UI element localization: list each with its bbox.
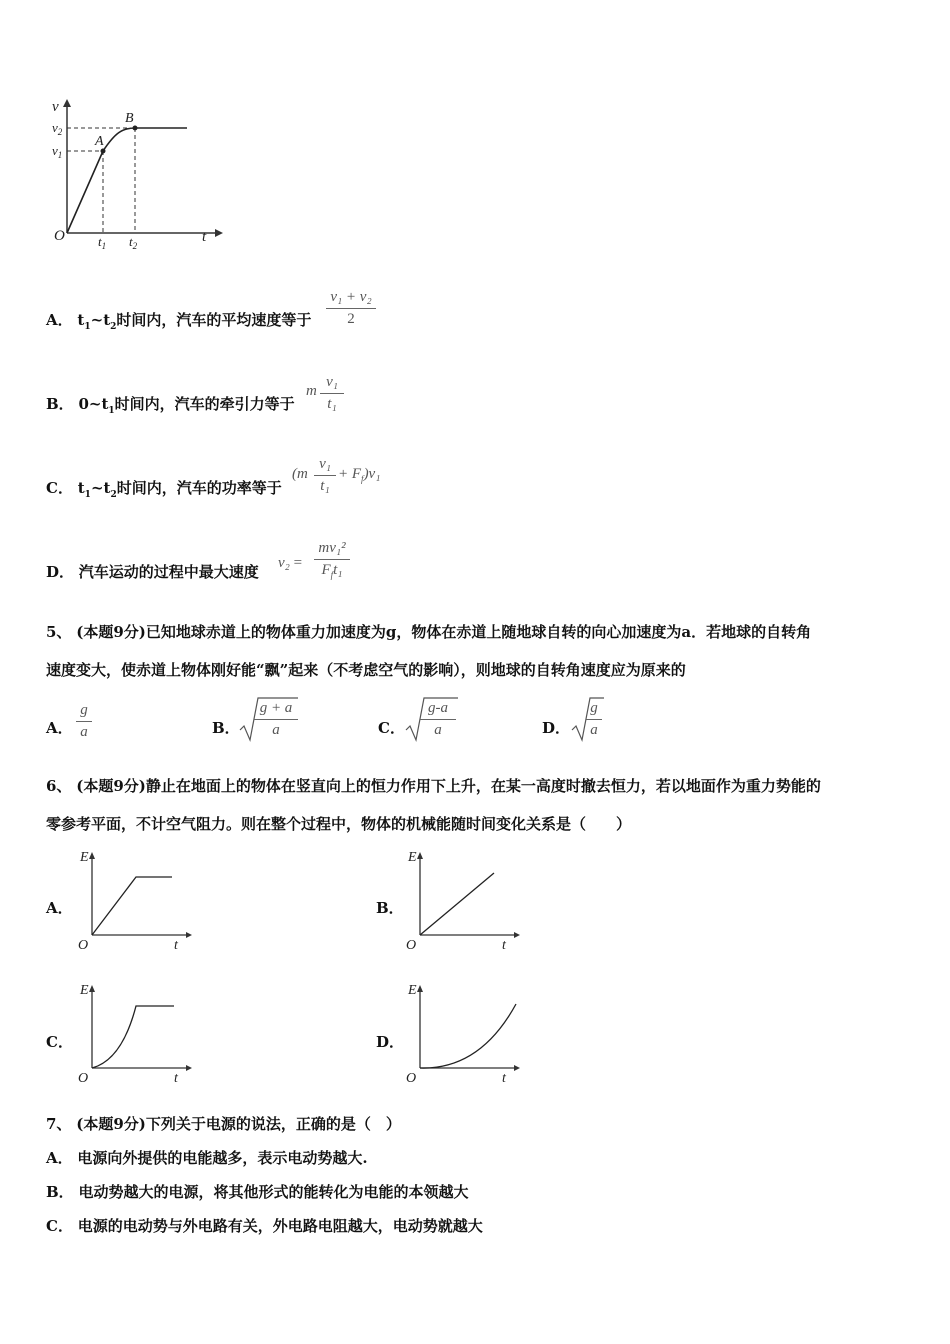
q5-line2: 速度变大，使赤道上物体刚好能“飘”起来（不考虑空气的影响），则地球的自转角速度应为原来的 <box>46 661 686 679</box>
q7-option-b: B． 电动势越大的电源，将其他形式的能转化为电能的本领越大 <box>46 1183 469 1201</box>
q6-graph-b <box>404 845 524 953</box>
option-4a: A． $t_1\sim t_2$时间内，汽车的平均速度等于 <box>46 311 312 332</box>
svg-text:O: O <box>78 1071 89 1086</box>
q5-line1: 5、 (本题9分)已知地球赤道上的物体重力加速度为g，物体在赤道上随地球自转的向心加速度为a．若地球的自转角 <box>46 623 812 641</box>
formula-4c-lp: (m <box>292 466 308 482</box>
svg-text:t: t <box>174 1071 178 1086</box>
q6-option-a-letter: A． <box>46 899 73 917</box>
formula-4d: mv₁² $F_ft_1$ <box>314 540 350 584</box>
vt-t1-label: $t_1$ <box>98 234 107 251</box>
q5-option-d-letter: D． <box>542 719 571 737</box>
svg-text:E: E <box>80 850 89 865</box>
q6-option-b-letter: B． <box>376 899 404 917</box>
q6-graph-c <box>76 978 196 1086</box>
q5-option-d-formula: g a <box>586 700 602 739</box>
svg-text:O: O <box>406 938 417 953</box>
svg-text:E: E <box>80 983 89 998</box>
formula-4c: v₁ t₁ <box>314 456 336 495</box>
q6-line2: 零参考平面，不计空气阻力。则在整个过程中，物体的机械能随时间变化关系是（ ） <box>46 815 632 833</box>
vt-graph <box>40 95 230 255</box>
q6-option-d-letter: D． <box>376 1033 405 1051</box>
q7-option-c: C． 电源的电动势与外电路有关，外电路电阻越大，电动势就越大 <box>46 1217 483 1235</box>
svg-text:t: t <box>502 938 506 953</box>
vt-point-b: B <box>125 111 134 126</box>
vt-y-label: v <box>52 99 59 115</box>
svg-text:E: E <box>408 850 417 865</box>
q5-option-c-letter: C． <box>378 719 405 737</box>
vt-x-label: t <box>202 229 207 245</box>
q5-option-a-formula: g a <box>76 702 92 741</box>
q5-option-a-letter: A． <box>46 719 73 737</box>
formula-4c-rest: + $F_f)v_1$ <box>338 466 381 484</box>
formula-4d-lhs: v₂ = <box>278 555 303 571</box>
formula-4a: v₁ + v₂ 2 <box>326 289 376 328</box>
q7-stem: 7、 (本题9分)下列关于电源的说法，正确的是（ ） <box>46 1115 401 1133</box>
svg-text:O: O <box>406 1071 417 1086</box>
svg-text:t: t <box>174 938 178 953</box>
q7-option-a: A． 电源向外提供的电能越多，表示电动势越大. <box>46 1149 368 1167</box>
svg-text:t: t <box>502 1071 506 1086</box>
q5-option-b-letter: B． <box>212 719 240 737</box>
q6-line1: 6、 (本题9分)静止在地面上的物体在竖直向上的恒力作用下上升，在某一高度时撤去恒力，若以地面作为重力势能的 <box>46 777 821 795</box>
q6-option-c-letter: C． <box>46 1033 73 1051</box>
vt-t2-label: $t_2$ <box>129 234 138 251</box>
formula-4b-m: m <box>306 383 317 399</box>
formula-4b: v₁ t₁ <box>320 374 344 413</box>
q5-option-b-formula: g + a a <box>254 700 298 739</box>
q6-graph-d <box>404 978 524 1086</box>
option-4d: D． 汽车运动的过程中最大速度 <box>46 563 259 581</box>
vt-origin: O <box>54 228 65 244</box>
svg-text:O: O <box>78 938 89 953</box>
svg-text:E: E <box>408 983 417 998</box>
vt-point-a: A <box>95 134 104 149</box>
vt-v2-label: $v_2$ <box>52 120 63 137</box>
option-4c: C． $t_1\sim t_2$时间内，汽车的功率等于 <box>46 479 282 500</box>
q5-option-c-formula: g-a a <box>420 700 456 739</box>
option-4b: B． $0\sim t_1$时间内，汽车的牵引力等于 <box>46 395 295 416</box>
q6-graph-a <box>76 845 196 953</box>
vt-v1-label: $v_1$ <box>52 143 63 160</box>
